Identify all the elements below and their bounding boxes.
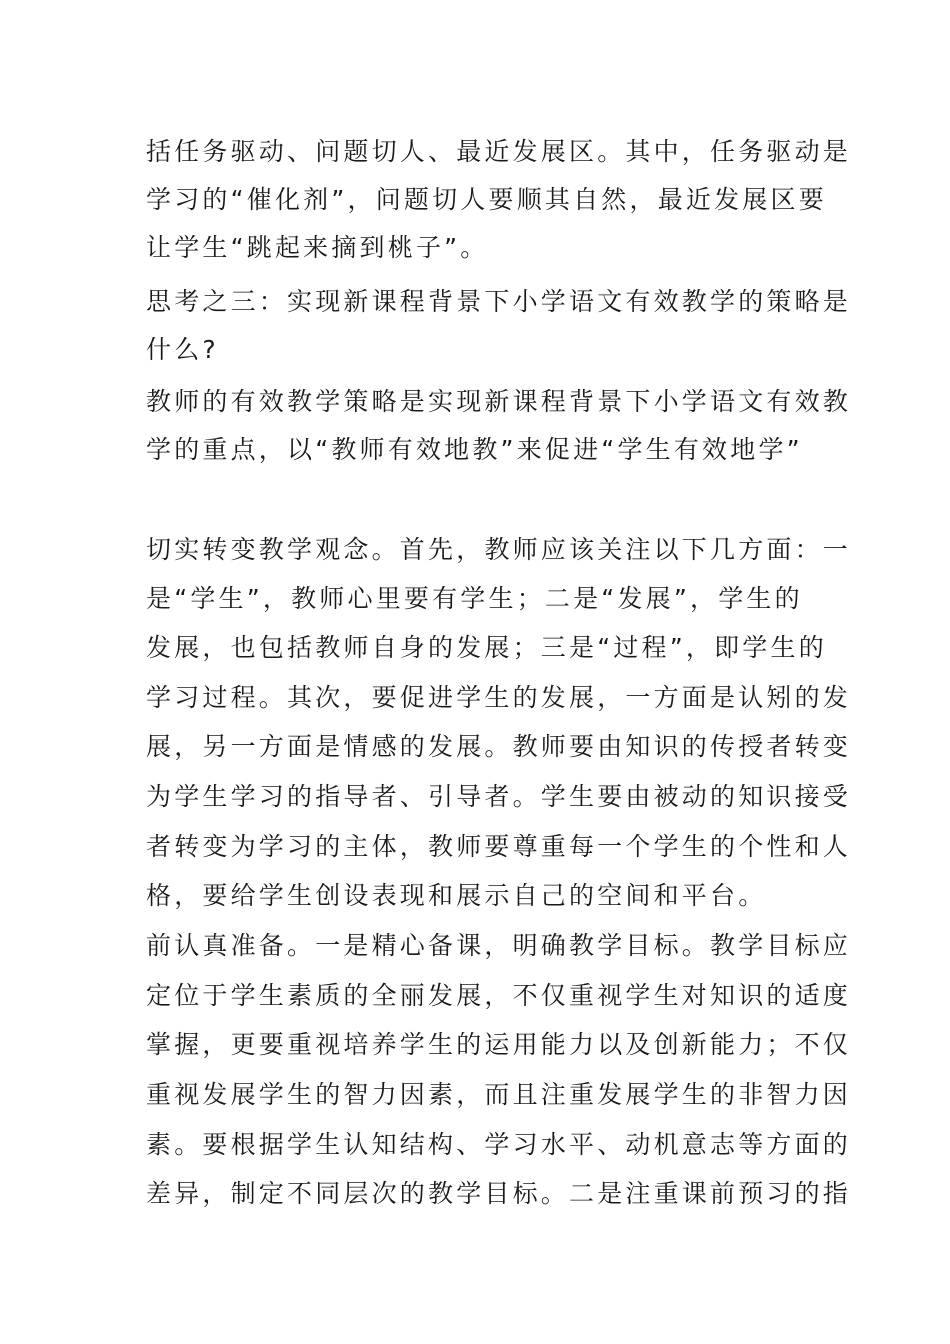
text-line: 者转变为学习的主体，教师要尊重每一个学生的个性和人: [146, 832, 852, 861]
section-heading: 什么?: [146, 335, 219, 364]
text-line: 为学生学习的指导者、引导者。学生要由被动的知识接受: [146, 782, 852, 811]
text-line: 差异，制定不同层次的教学目标。二是注重课前预习的指: [146, 1179, 852, 1208]
text-line: 切实转变教学观念。首先，教师应该关注以下几方面：一: [146, 535, 852, 564]
text-line: 定位于学生素质的全丽发展，不仅重视学生对知识的适度: [146, 981, 852, 1010]
text-line: 发展，也包括教师自身的发展；三是“过程”，即学生的: [146, 633, 827, 662]
text-line: 素。要根据学生认知结构、学习水平、动机意志等方面的: [146, 1130, 852, 1159]
text-line: 格，要给学生创设表现和展示自己的空间和平台。: [146, 881, 767, 910]
text-line: 重视发展学生的智力因素，而且注重发展学生的非智力因: [146, 1080, 852, 1109]
text-line: 教师的有效教学策略是实现新课程背景下小学语文有效教: [146, 387, 852, 416]
text-line: 展，另一方面是情感的发展。教师要由知识的传授者转变: [146, 732, 852, 761]
text-line: 是“学生”，教师心里要有学生；二是“发展”，学生的: [146, 584, 803, 613]
text-line: 让学生“跳起来摘到桃子”。: [146, 233, 489, 262]
text-line: 学习过程。其次，要促进学生的发展，一方面是认矧的发: [146, 683, 852, 712]
text-line: 前认真准备。一是精心备课，明确教学目标。教学目标应: [146, 931, 852, 960]
text-line: 学的重点，以“教师有效地教”来促进“学生有效地学”: [146, 435, 803, 464]
text-line: 学习的“催化剂”，问题切人要顺其自然，最近发展区要: [146, 185, 827, 214]
text-line: 掌握，更要重视培养学生的运用能力以及创新能力；不仅: [146, 1030, 852, 1059]
section-heading: 思考之三：实现新课程背景下小学语文有效教学的策略是: [146, 287, 852, 316]
text-line: 括任务驱动、问题切人、最近发展区。其中，任务驱动是: [146, 137, 852, 166]
